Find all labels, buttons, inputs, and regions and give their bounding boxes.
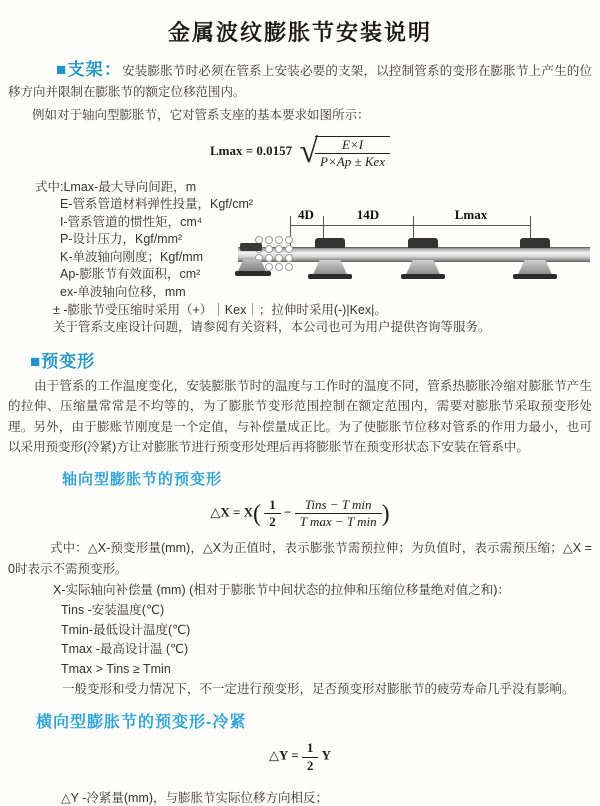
lmax-formula-fraction [315, 136, 390, 171]
plus-minus-note: ± -膨胀节受压缩时采用（+）｜Kex｜；拉伸时采用(-)|Kex|。 [53, 302, 387, 317]
lmax-definitions [8, 179, 592, 337]
lateral-formula [8, 740, 592, 774]
support-example-text: 例如对于轴向型膨胀节，它对管系支座的基本要求如图所示： [32, 108, 370, 122]
temp-relation-line: Tmax > Tins ≥ Tmin [61, 661, 171, 676]
support-section-heading: ■支架： [56, 60, 123, 79]
definition-line: Ap-膨胀节有效面积，cm² [60, 267, 201, 282]
dim-label-14d: 14D [356, 206, 380, 222]
consulting-note: 关于管系支座设计问题，请参阅有关资料，本公司也可为用户提供咨询等服务。 [53, 320, 491, 335]
minus-sign: − [284, 504, 292, 520]
axial-explain-text: 式中：△X-预变形量(mm)，△X为正值时，表示膨张节需预拉伸；为负值时，表示需预压缩；△X = 0时表示不需预变形。 [8, 541, 592, 577]
lateral-formula-rhs: Y [321, 748, 331, 764]
axial-formula-lhs: △X = X [210, 504, 254, 520]
definition-line: I-管系管道的惯性矩，cm⁴ [60, 214, 203, 229]
definition-line: K-单波轴向刚度；Kgf/mm [60, 249, 204, 264]
dimension-line [290, 225, 530, 226]
axial-subsection-heading: 轴向型膨胀节的预变形 [62, 470, 223, 488]
axial-formula [8, 497, 592, 531]
sqrt-icon: √ [299, 133, 319, 171]
one-half-fraction: $\frac{1}{2}$ [264, 497, 281, 531]
close-paren: ) [381, 500, 390, 527]
lmax-formula [8, 134, 592, 171]
definition-line: ex-单波轴向位移，mm [60, 285, 186, 300]
preform-body-text: 由于管系的工作温度变化，安装膨胀节时的温度与工作时的温度不同，管系热膨胀冷缩对膨胀节产生的拉伸、压缩量常常是不均等的，为了膨胀节变形范围控制在额定范围内，需要对膨胀节采取预变形处理。另外，由于膨账节刚度是一个定值，与补偿量成正比。为了使膨胀节位移对管系的作用力最小，也可以采用预变形(冷紧)方让对膨胀节进行预变形处理后再将膨胀节在预变形状态下安装在管系中。 [8, 378, 592, 455]
temp-definition-line: Tins -安装温度(℃) [61, 603, 165, 618]
lateral-subsection-heading: 横向型膨胀节的预变形-冷紧 [36, 714, 247, 732]
page-title: 金属波纹膨胀节安装说明 [167, 20, 432, 45]
support-intro-text: 安装膨胀节时必须在管系上安装必要的支架，以控制管系的变形在膨胀节上产生的位移方向并限制在膨胀节的额定位移范围内。 [8, 64, 592, 99]
preform-section-heading: ■预变形 [30, 351, 96, 371]
x-definition-text: X-实际轴向补偿量 (mm) (相对于膨胀节中间状态的拉伸和压缩位移量绝对值之和)： [53, 583, 510, 598]
lateral-formula-lhs: △Y = [269, 748, 299, 764]
definition-line: E-管系管道材料弹性投量，Kgf/cm² [60, 197, 254, 212]
axial-general-note: 一般变形和受力情况下，不一定进行预变形，足否预变形对膨胀节的疲劳寿命几乎没有影响。 [62, 682, 575, 697]
one-half-fraction: $\frac{1}{2}$ [302, 740, 319, 774]
open-paren: ( [253, 500, 262, 527]
lmax-formula-denominator: P×Ap ± Kex [320, 154, 386, 170]
temp-definition-line: Tmax -最高设计温 (℃) [61, 642, 189, 657]
support-spacing-diagram [238, 207, 590, 287]
lmax-formula-numerator: E×I [315, 137, 390, 154]
dim-label-lmax: Lmax [454, 206, 488, 222]
dim-label-4d: 4D [298, 206, 314, 222]
temp-definition-line: Tmin-最低设计温度(℃) [61, 622, 191, 637]
definition-line: 式中:Lmax-最大导向间距，m [35, 179, 197, 194]
lateral-note-text: △Y -冷紧量(mm)，与膨胀节实际位移方向相反； [61, 790, 329, 805]
support-paragraph [8, 59, 592, 103]
temperature-fraction: $\frac{\text{Tins − T min}}{\text{T max − T min}}$ [295, 497, 382, 531]
definition-line: P-设计压力，Kgf/mm² [60, 232, 183, 247]
lmax-formula-lhs: Lmax = 0.0157 [209, 143, 293, 159]
